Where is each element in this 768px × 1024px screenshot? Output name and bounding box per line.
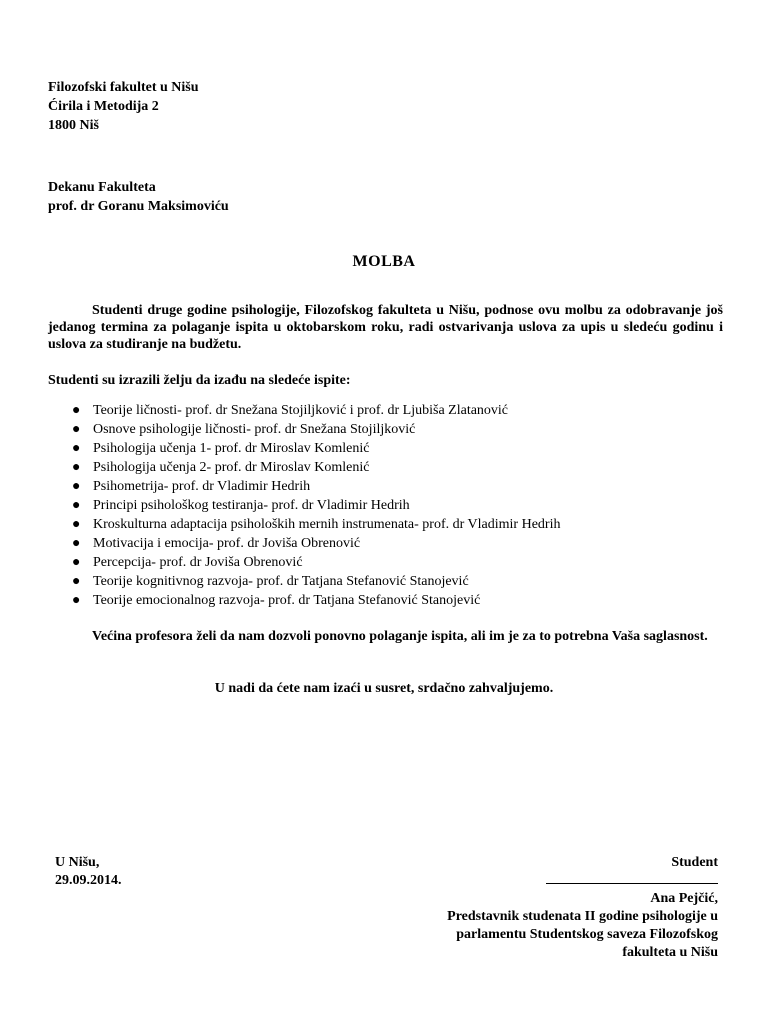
bullet-icon: ● <box>72 517 81 532</box>
signature-block <box>447 854 718 962</box>
bullet-icon: ● <box>72 422 81 437</box>
bullet-icon: ● <box>72 555 81 570</box>
bullet-icon: ● <box>72 574 81 589</box>
address-line-3: 1800 Niš <box>48 118 99 133</box>
signature-role-3: fakulteta u Nišu <box>622 945 718 960</box>
consent-paragraph: Većina profesora želi da nam dozvoli ponovno polaganje ispita, ali im je za to potrebna Vaša saglasnost. <box>92 629 708 644</box>
list-item: ● Teorije ličnosti- prof. dr Snežana Stojiljković i prof. dr Ljubiša Zlatanović <box>72 403 509 418</box>
list-item: ● Principi psihološkog testiranja- prof. dr Vladimir Hedrih <box>72 498 410 513</box>
signature-name: Ana Pejčić, <box>650 891 718 906</box>
closing-line: U nadi da ćete nam izaći u susret, srdačno zahvaljujemo. <box>214 681 554 696</box>
list-item: ● Percepcija- prof. dr Joviša Obrenović <box>72 555 303 570</box>
recipient-line-1: Dekanu Fakulteta <box>48 180 156 195</box>
exam-list <box>48 401 728 610</box>
recipient-block <box>48 178 229 216</box>
signature-label: Student <box>671 855 718 870</box>
recipient-line-2: prof. dr Goranu Maksimoviću <box>48 199 229 214</box>
list-item: ● Teorije kognitivnog razvoja- prof. dr Tatjana Stefanović Stanojević <box>72 574 469 589</box>
date-label: 29.09.2014. <box>55 873 122 888</box>
signature-line <box>546 873 718 884</box>
document-title: MOLBA <box>352 253 416 270</box>
bullet-icon: ● <box>72 498 81 513</box>
list-item: ● Motivacija i emocija- prof. dr Joviša Obrenović <box>72 536 361 551</box>
bullet-icon: ● <box>72 593 81 608</box>
address-line-1: Filozofski fakultet u Nišu <box>48 80 199 95</box>
list-item: ● Psihologija učenja 1- prof. dr Miroslav Komlenić <box>72 441 370 456</box>
list-item: ● Psihometrija- prof. dr Vladimir Hedrih <box>72 479 311 494</box>
place-label: U Nišu, <box>55 855 100 870</box>
intro-paragraph: Studenti druge godine psihologije, Filozofskog fakulteta u Nišu, podnose ovu molbu za odobravanje još jedanog termina za polaganje ispita u oktobarskom roku, radi ostvarivanja uslova za upis u sledeću godinu i uslova za studiranje na budžetu. <box>48 303 723 352</box>
place-date <box>55 854 122 890</box>
exams-intro: Studenti su izrazili želju da izađu na sledeće ispite: <box>48 373 351 388</box>
bullet-icon: ● <box>72 460 81 475</box>
bullet-icon: ● <box>72 441 81 456</box>
bullet-icon: ● <box>72 403 81 418</box>
list-item: ● Osnove psihologije ličnosti- prof. dr Snežana Stojiljković <box>72 422 416 437</box>
list-item: ● Kroskulturna adaptacija psiholoških mernih instrumenata- prof. dr Vladimir Hedrih <box>72 517 561 532</box>
bullet-icon: ● <box>72 479 81 494</box>
sender-address <box>48 78 199 135</box>
signature-role-1: Predstavnik studenata II godine psihologije u <box>447 909 718 924</box>
address-line-2: Ćirila i Metodija 2 <box>48 99 159 114</box>
bullet-icon: ● <box>72 536 81 551</box>
list-item: ● Psihologija učenja 2- prof. dr Miroslav Komlenić <box>72 460 370 475</box>
list-item: ● Teorije emocionalnog razvoja- prof. dr Tatjana Stefanović Stanojević <box>72 593 481 608</box>
signature-role-2: parlamentu Studentskog saveza Filozofskog <box>456 927 718 942</box>
